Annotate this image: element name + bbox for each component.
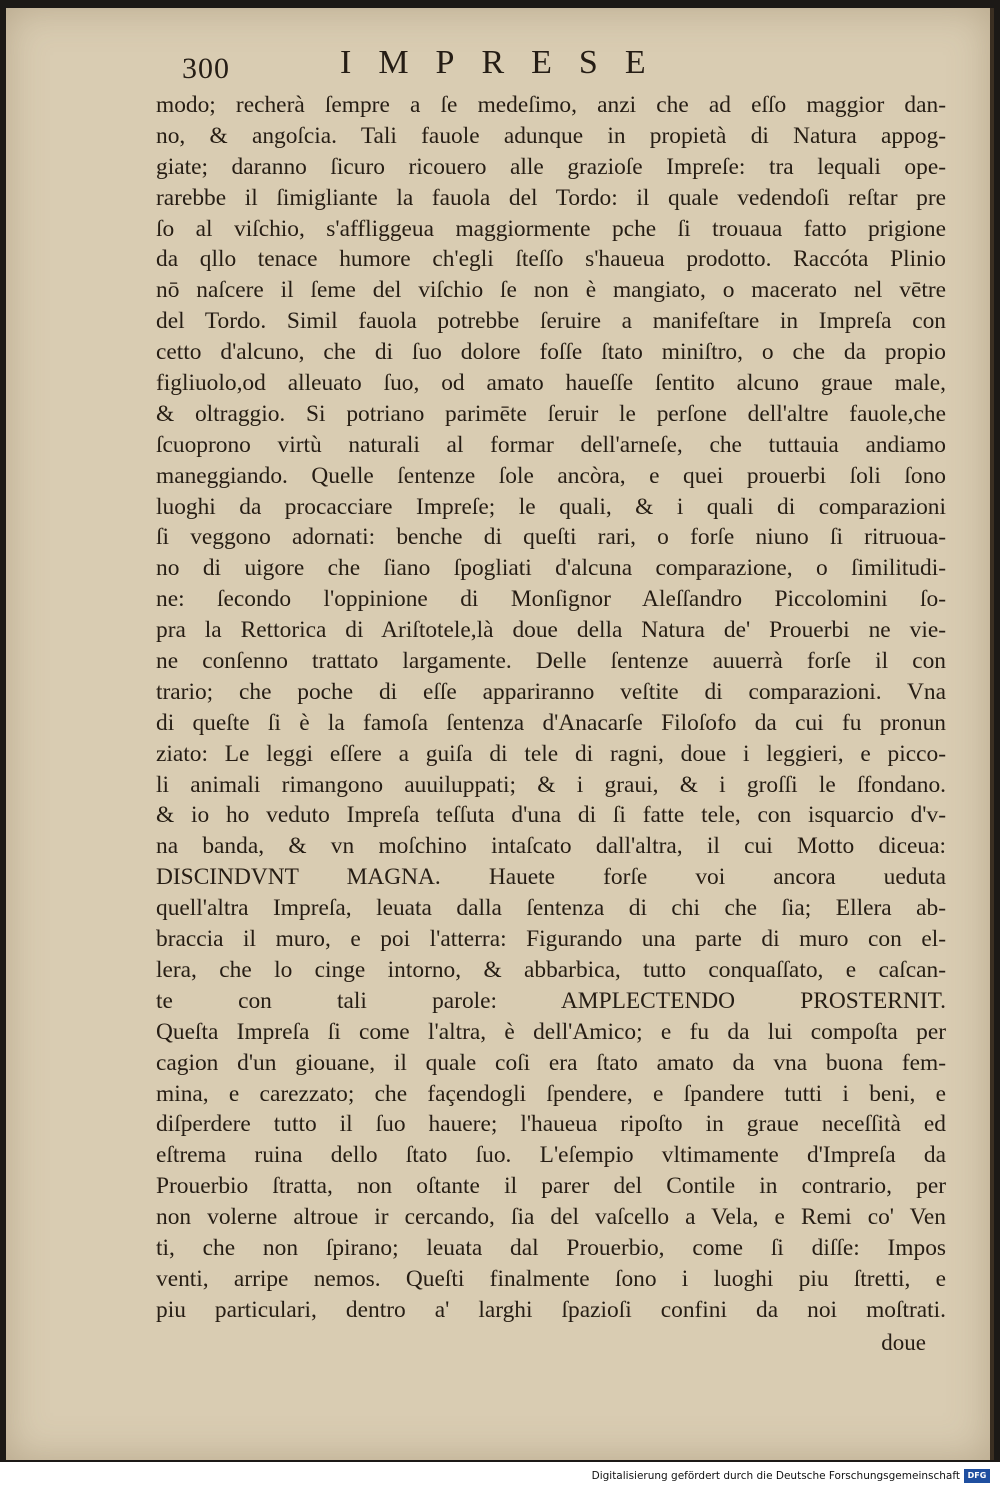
text-line: no, & angoſcia. Tali fauole adunque in propietà di Natura appog-: [156, 122, 946, 149]
funding-note: Digitalisierung gefördert durch die Deutsche Forschungsgemeinschaft: [591, 1470, 960, 1482]
catchword: doue: [881, 1329, 926, 1355]
text-line: Prouerbio ſtratta, non oſtante il parer del Contile in contrario, per: [156, 1173, 946, 1200]
text-line: ne: ſecondo l'oppinione di Monſignor Aleſſandro Piccolomini ſo-: [156, 586, 946, 613]
text-line: ſo al viſchio, s'affliggeua maggiormente pche ſi trouaua fatto prigione: [156, 215, 946, 242]
running-title: IMPRESE: [340, 44, 673, 81]
text-line: quell'altra Impreſa, leuata dalla ſentenza di chi che ſia; Ellera ab-: [156, 895, 946, 922]
text-line: mina, e carezzato; che façendogli ſpendere, e ſpandere tutti i beni, e: [156, 1080, 946, 1107]
text-line: pra la Rettorica di Ariſtotele,là doue della Natura de' Prouerbi ne vie-: [156, 617, 946, 644]
text-line: & io ho veduto Impreſa teſſuta d'una di ſi fatte tele, con isquarcio d'v-: [156, 802, 946, 829]
text-line: DISCINDVNT MAGNA. Hauete forſe voi ancora ueduta: [156, 864, 946, 891]
text-line: del Tordo. Simil fauola potrebbe ſeruire a manifeſtare in Impreſa con: [156, 308, 946, 335]
text-line: li animali rimangono auuiluppati; & i graui, & i groſſi le ſfondano.: [156, 771, 946, 798]
running-head: [156, 38, 946, 86]
text-line: ne conſenno trattato largamente. Delle ſentenze auuerrà forſe il con: [156, 648, 946, 675]
text-line: piu particulari, dentro a' larghi ſpazioſi confini da noi moſtrati.: [156, 1296, 946, 1323]
text-line: Queſta Impreſa ſi come l'altra, è dell'Amico; e fu da lui compoſta per: [156, 1018, 946, 1045]
text-line: ſcuoprono virtù naturali al formar dell'arneſe, che tuttauia andiamo: [156, 431, 946, 458]
book-page: [6, 8, 994, 1460]
text-line: braccia il muro, e poi l'atterra: Figurando una parte di muro con el-: [156, 926, 946, 953]
page-number: 300: [182, 52, 230, 85]
text-line: & oltraggio. Si potriano parimēte ſeruir le perſone dell'altre fauole,che: [156, 400, 946, 427]
text-line: eſtrema ruina dello ſtato ſuo. L'eſempio vltimamente d'Impreſa da: [156, 1142, 946, 1169]
text-line: diſperdere tutto il ſuo hauere; l'haueua ripoſto in graue neceſſità ed: [156, 1111, 946, 1138]
text-line: ziato: Le leggi eſſere a guiſa di tele di ragni, doue i leggieri, e picco-: [156, 740, 946, 767]
text-line: ti, che non ſpirano; leuata dal Prouerbio, come ſi diſſe: Impos: [156, 1234, 946, 1261]
text-line: maneggiando. Quelle ſentenze ſole ancòra, e quei prouerbi ſoli ſono: [156, 462, 946, 489]
text-line: te con tali parole: AMPLECTENDO PROSTERNIT.: [156, 987, 946, 1014]
text-line: di queſte ſi è la famoſa ſentenza d'Anacarſe Filoſofo da cui fu pronun: [156, 709, 946, 736]
footer-strip: [0, 1462, 1000, 1491]
text-line: figliuolo,od alleuato ſuo, od amato haueſſe ſentito alcuno graue male,: [156, 370, 946, 397]
text-line: trario; che poche di eſſe appariranno veſtite di comparazioni. Vna: [156, 678, 946, 705]
text-line: non volerne altroue ir cercando, ſia del vaſcello a Vela, e Remi co' Ven: [156, 1204, 946, 1231]
dfg-logo: DFG: [964, 1469, 990, 1483]
text-line: giate; daranno ſicuro ricouero alle grazioſe Impreſe: tra lequali ope-: [156, 153, 946, 180]
text-line: no di uigore che ſiano ſpogliati d'alcuna comparazione, o ſimilitudi-: [156, 555, 946, 582]
text-line: nō naſcere il ſeme del viſchio ſe non è mangiato, o macerato nel vētre: [156, 277, 946, 304]
text-line: rarebbe il ſimigliante la fauola del Tordo: il quale vedendoſi reſtar pre: [156, 184, 946, 211]
text-line: venti, arripe nemos. Queſti finalmente ſono i luoghi piu ſtretti, e: [156, 1265, 946, 1292]
text-line: luoghi da procacciare Impreſe; le quali, & i quali di comparazioni: [156, 493, 946, 520]
text-line: na banda, & vn moſchino intaſcato dall'altra, il cui Motto diceua:: [156, 833, 946, 860]
page-content: [156, 38, 946, 1360]
body-text: [156, 90, 946, 1326]
text-line: da qllo tenace humore ch'egli ſteſſo s'haueua prodotto. Raccóta Plinio: [156, 246, 946, 273]
text-line: lera, che lo cinge intorno, & abbarbica, tutto conquaſſato, e caſcan-: [156, 956, 946, 983]
text-line: modo; recherà ſempre a ſe medeſimo, anzi che ad eſſo maggior dan-: [156, 92, 946, 118]
text-line: cetto d'alcuno, che di ſuo dolore foſſe ſtato miniſtro, o che da propio: [156, 339, 946, 366]
text-line: ſi veggono adornati: benche di queſti rari, o forſe niuno ſi ritruoua-: [156, 524, 946, 551]
text-line: cagion d'un giouane, il quale coſi era ſtato amato da vna buona fem-: [156, 1049, 946, 1076]
